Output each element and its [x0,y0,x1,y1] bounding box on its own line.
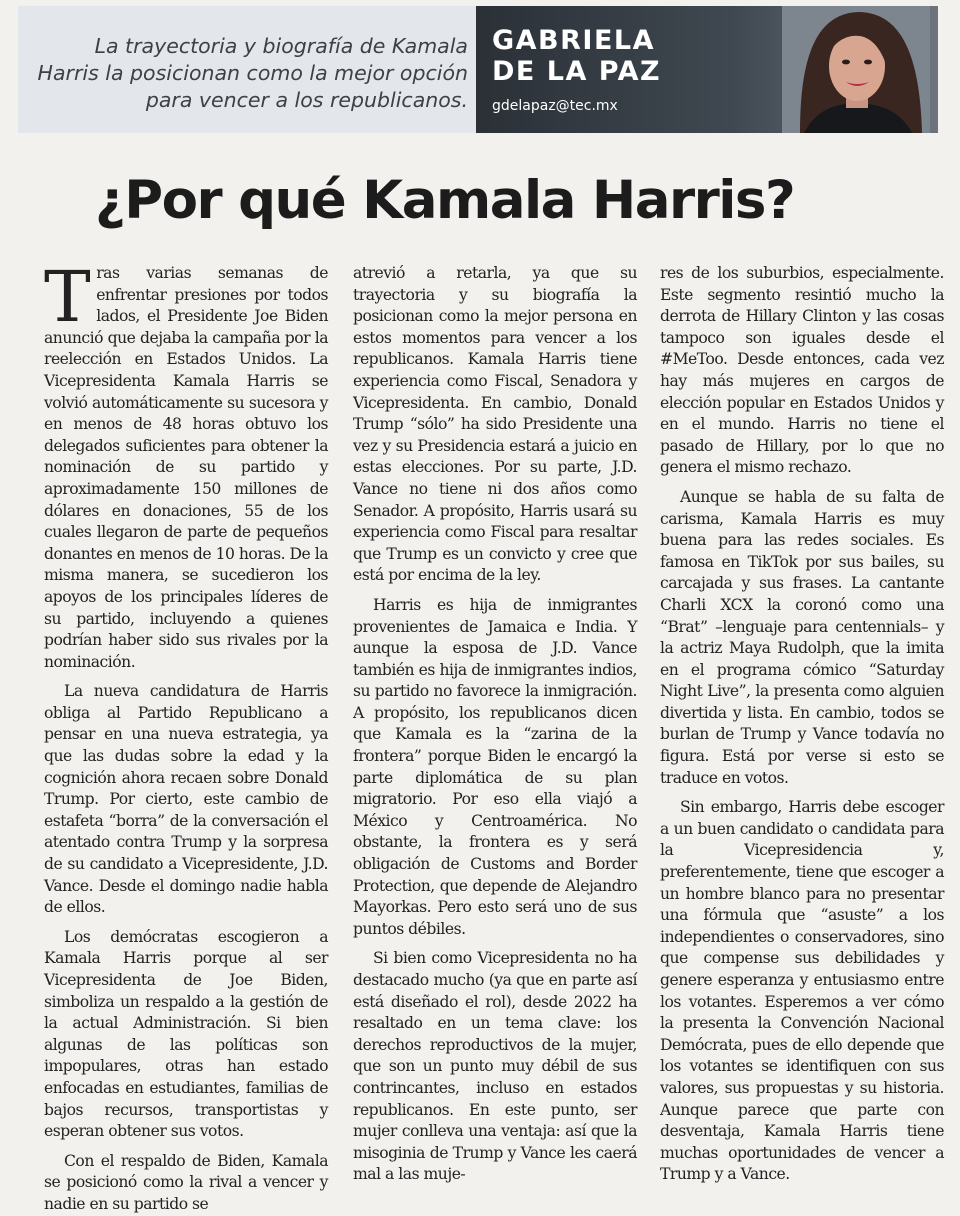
article-column-1 [44,256,328,1216]
deck-panel [18,6,476,133]
author-name-line1: GABRIELA [492,25,656,56]
paragraph-5: Harris es hija de inmigrantes provenientes de Jamaica e India. Y aunque la esposa de J.D. Vance también es hija de inmigrantes indios, su partido no favorece la inmigración. A propósito, los republicanos dicen que Kamala es la “zarina de la frontera” porque Biden le encargó la parte diplomática de su plan migratorio. Por eso ella viajó a México y Centroamérica. No obstante, la frontera es y será obligación de Customs and Border Protection, que depende de Alejandro Mayorkas. Pero esto será uno de sus puntos débiles. [353,595,637,938]
paragraph-7: Aunque se habla de su falta de carisma, Kamala Harris es muy buena para las redes sociales. Es famosa en TikTok por sus bailes, su carcajada y sus frases. La cantante Charli XCX la coronó como una “Brat” –lenguaje para centennials– y la actriz Maya Rudolph, que la imita en el programa cómico “Saturday Night Live”, la presenta como alguien divertida y lista. En cambio, todos se burlan de Trump y Vance todavía no figura. Está por verse si esto se traduce en votos. [660,487,944,787]
paragraph-1 [44,256,328,673]
paragraph-2: La nueva candidatura de Harris obliga al Partido Republicano a pensar en una nueva estrategia, ya que las dudas sobre la edad y la cognición ahora recaen sobre Donald Trump. Por cierto, este cambio de estafeta “borra” de la conversación el atentado contra Trump y la sorpresa de su candidato a Vicepresidente, J.D. Vance. Desde el domingo nadie habla de ellos. [44,682,328,917]
article-column-2 [353,263,637,1186]
author-banner [476,6,938,133]
paragraph-1-text: ras varias semanas de enfrentar presiones por todos lados, el Presidente Joe Biden anunció que dejaba la campaña por la reelección en Estados Unidos. La Vicepresidenta Kamala Harris se volvió automáticamente su sucesora y en menos de 48 horas obtuvo los delegados suficientes para obtener la nominación de su partido y aproximadamente 150 millones de dólares en donaciones, 55 de los cuales llegaron de parte de pequeños donantes en menos de 10 horas. De la misma manera, se sucedieron los apoyos de los principales líderes de su partido, incluyendo a quienes podrían haber sido sus rivales por la nominación. [44,264,328,671]
column-header [18,6,938,133]
author-name-line2: DE LA PAZ [492,56,662,87]
article-column-3 [660,263,944,1186]
paragraph-4-continued: atrevió a retarla, ya que su trayectoria y su biografía la posicionan como la mejor persona en estos momentos para vencer a los republicanos. Kamala Harris tiene experiencia como Fiscal, Senadora y Vicepresidenta. En cambio, Donald Trump “sólo” ha sido Presidente una vez y su Presidencia estará a juicio en estas elecciones. Por su parte, J.D. Vance no tiene ni dos años como Senador. A propósito, Harris usará su experiencia como Fiscal para resaltar que Trump es un convicto y cree que está por encima de la ley. [353,264,637,585]
author-photo [782,6,930,133]
paragraph-3: Los demócratas escogieron a Kamala Harris porque al ser Vicepresidenta de Joe Biden, simboliza un respaldo a la gestión de la actual Administración. Si bien algunas de las políticas son impopulares, otras han estado enfocadas en estudiantes, familias de bajos recursos, transportistas y esperan obtener sus votos. [44,927,328,1141]
paragraph-8: Sin embargo, Harris debe escoger a un buen candidato o candidata para la Vicepresidencia y, preferentemente, tiene que escoger a un hombre blanco para no presentar una fórmula que “asuste” a los independientes o conservadores, sino que compense sus debilidades y genere esperanza y entusiasmo entre los votantes. Esperemos a ver cómo la presenta la Convención Nacional Demócrata, pues de ello depende que los votantes se identifiquen con sus valores, sus propuestas y su historia. Aunque parece que parte con desventaja, Kamala Harris tiene muchas oportunidades de vencer a Trump y a Vance. [660,798,944,1184]
author-email: gdelapaz@tec.mx [492,98,618,114]
paragraph-6-continued: res de los suburbios, especialmente. Este segmento resintió mucho la derrota de Hillary Clinton y las cosas tampoco son iguales desde el #MeToo. Desde entonces, cada vez hay más mujeres en cargos de elección popular en Estados Unidos y en el mundo. Harris no tiene el pasado de Hillary, por lo que no genera el mismo rechazo. [660,264,944,477]
paragraph-6-start: Si bien como Vicepresidenta no ha destacado mucho (ya que en parte así está diseñado el rol), desde 2022 ha resaltado en un tema clave: los derechos reproductivos de la mujer, que son un punto muy débil de sus contrincantes, incluso en estados republicanos. En este punto, ser mujer conlleva una ventaja: así que la misoginia de Trump y Vance les caerá mal a las muje- [353,949,637,1184]
paragraph-4-start: Con el respaldo de Biden, Kamala se posicionó como la rival a vencer y nadie en su partido se [44,1151,328,1213]
drop-cap: T [44,256,91,338]
deck-text: La trayectoria y biografía de Kamala Harris la posicionan como la mejor opción para vencer a los republicanos. [37,34,468,112]
headline: ¿Por qué Kamala Harris? [95,170,795,231]
author-name [492,25,661,87]
